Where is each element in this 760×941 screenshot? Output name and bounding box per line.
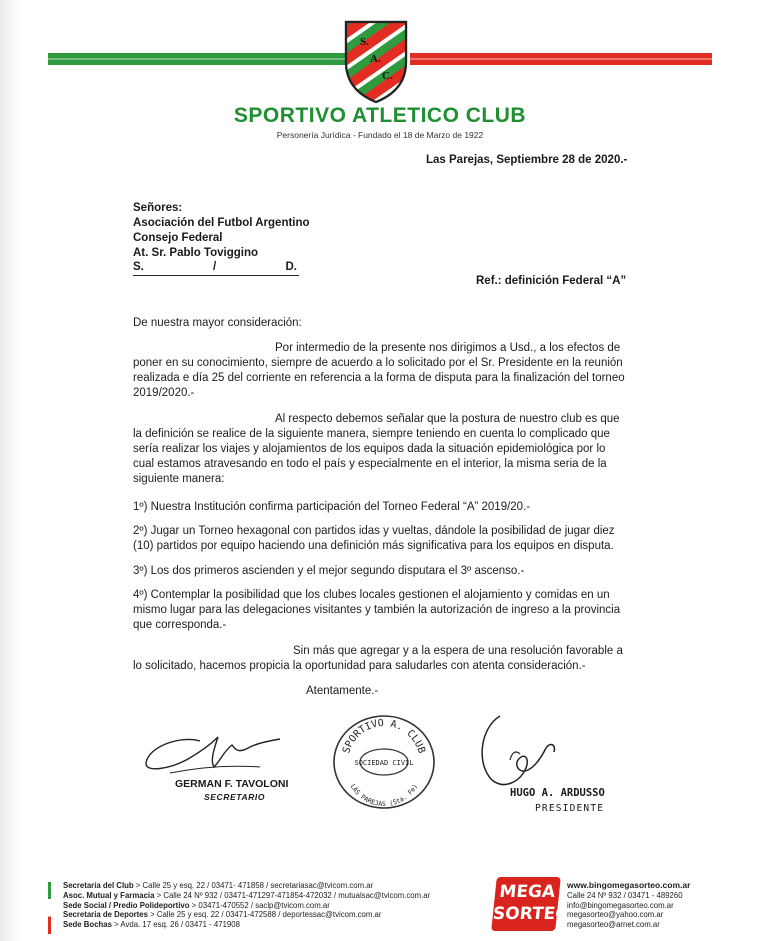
footer-row: [63, 891, 430, 901]
list-item: [133, 500, 625, 515]
list-item-text: 2º) Jugar un Torneo hexagonal con partidos idas y vueltas, dándole la posibilidad de jugar diez (10) partidos por equipo haciendo una definición más significativa para los equipos en disputa.: [133, 525, 615, 552]
crest-letter-a: A.: [370, 53, 381, 65]
list-item-text: 3º) Los dos primeros ascienden y el mejor segundo disputara el 3º ascenso.-: [133, 565, 525, 577]
footer-contact: [567, 881, 690, 930]
signer-right-name: HUGO A. ARDUSSO: [510, 787, 605, 799]
sd-d: D.: [285, 261, 297, 273]
paragraph-2-text: Al respecto debemos señalar que la postura de nuestro club es que la definición se realice de la siguiente manera, siempre teniendo en cuenta lo complicado que sería realizar los viajes y alojamientos de los equipos dada la situación epidemiológica por lo cual estamos atravesando en todo el país y especialmente en el interior, la misma seria de la siguiente manera:: [133, 413, 620, 485]
contact-website: www.bingomegasorteo.com.ar: [567, 880, 691, 890]
closing-text: Sin más que agregar y a la espera de una resolución favorable a lo solicitado, hacemos propicia la oportunidad para saludarles con atenta consideración.-: [133, 645, 623, 672]
signer-left-name: GERMAN F. TAVOLONI: [175, 778, 289, 790]
mega-logo-line1: MEGA: [498, 882, 557, 902]
reference-line: Ref.: definición Federal “A”: [476, 275, 627, 287]
footer-text: > Avda. 17 esq. 26 / 03471 - 471908: [111, 920, 240, 930]
closing-paragraph: [133, 644, 625, 674]
crest-letter-s: S.: [360, 36, 369, 48]
footer-row: [63, 901, 430, 911]
signer-right-title: PRESIDENTE: [535, 803, 605, 814]
footer-text: > 03471-470552 / saclp@tvicom.com.ar: [189, 900, 330, 910]
club-subtitle: Personería Jurídica - Fundado el 18 de Marzo de 1922: [276, 130, 484, 140]
signoff-text: Atentamente.-: [306, 685, 379, 697]
signer-left-title: SECRETARIO: [204, 792, 266, 802]
signoff: [306, 684, 506, 699]
signature-right-icon: [470, 708, 560, 793]
recipient-line: Señores:: [133, 202, 183, 214]
letter-date: Las Parejas, Septiembre 28 de 2020.-: [426, 154, 628, 166]
footer-color-bar: [48, 882, 51, 934]
footer-label: Secretaria del Club: [63, 881, 134, 890]
footer-row: [63, 910, 430, 920]
page-edge-shadow: [0, 0, 22, 941]
sd-line: [133, 261, 299, 276]
list-item-text: 4º) Contemplar la posibilidad que los clubes locales gestionen el alojamiento y comidas en un mismo lugar para las delegaciones visitantes y también la autorización de ingreso a la provincia que corresponda.-: [133, 589, 621, 631]
crest-letter-c: C.: [382, 70, 393, 82]
list-item: [133, 588, 625, 633]
sd-slash: /: [213, 261, 217, 273]
contact-line: Calle 24 Nº 932 / 03471 - 489260: [567, 890, 683, 900]
recipient-line: At. Sr. Pablo Toviggino: [133, 247, 259, 259]
seal-bottom-text: LAS PAREJAS (Sta. Fe): [348, 782, 420, 808]
footer-row: [63, 920, 430, 930]
seal-center-text: SOCIEDAD CIVIL: [354, 759, 414, 767]
footer-text: > Calle 24 Nº 932 / 03471-471297-471854-472032 / mutualsac@tvicom.com.ar: [154, 890, 431, 900]
seal-top-text: SPORTIVO A. CLUB: [341, 717, 427, 755]
paragraph-1: [133, 341, 625, 401]
greeting-text: De nuestra mayor consideración:: [133, 317, 302, 329]
contact-line: megasorteo@yahoo.com.ar: [567, 910, 664, 920]
footer-label: Sede Social / Predio Polideportivo: [63, 900, 190, 910]
footer-text: > Calle 25 y esq. 22 / 03471-472588 / deportessac@tvicom.com.ar: [147, 910, 382, 920]
list-item-text: 1º) Nuestra Institución confirma participación del Torneo Federal “A” 2019/20.-: [133, 501, 531, 513]
footer-addresses: [63, 881, 430, 930]
paragraph-2: [133, 412, 625, 487]
mega-logo-line2: SORTEO: [491, 904, 571, 924]
footer-row: [63, 881, 430, 891]
footer-label: Secretaria de Deportes: [63, 910, 148, 920]
footer-label: Sede Bochas: [63, 920, 112, 930]
list-item: [133, 524, 625, 554]
contact-line: megasorteo@arnet.com.ar: [567, 920, 660, 930]
greeting: [133, 316, 625, 331]
recipient-block: [133, 201, 310, 261]
mega-sorteo-logo: [491, 877, 571, 931]
sd-s: S.: [133, 261, 144, 273]
contact-line: info@bingomegasorteo.com.ar: [567, 900, 674, 910]
recipient-line: Consejo Federal: [133, 232, 223, 244]
club-crest-icon: [338, 18, 414, 104]
recipient-line: Asociación del Futbol Argentino: [133, 217, 310, 229]
paragraph-1-text: Por intermedio de la presente nos dirigimos a Usd., a los efectos de poner en su conocimiento, siempre de acuerdo a lo solicitado por el Sr. Presidente en la reunión realizada e día 25 del corriente en referencia a la forma de disputa para la finalización del torneo 2019/2020.-: [133, 342, 625, 399]
signature-left-icon: [140, 727, 290, 779]
club-name: SPORTIVO ATLETICO CLUB: [233, 104, 527, 127]
footer-label: Asoc. Mutual y Farmacia: [63, 890, 155, 900]
club-seal-icon: [330, 710, 438, 810]
svg-text:LAS PAREJAS (Sta. Fe): [349, 783, 420, 808]
list-item: [133, 564, 625, 579]
footer-text: > Calle 25 y esq. 22 / 03471- 471858 / secretariasac@tvicom.com.ar: [133, 881, 374, 890]
